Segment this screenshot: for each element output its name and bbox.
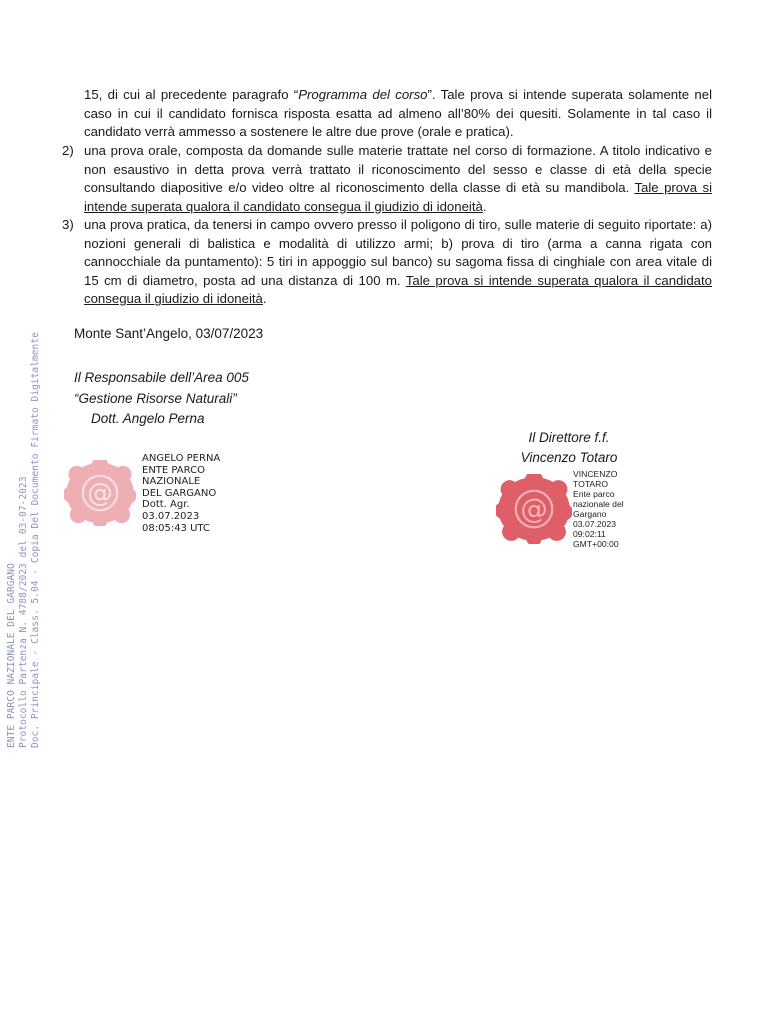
responsabile-block	[74, 368, 249, 430]
direttore-block	[514, 428, 624, 467]
paragraph-text-rest: ”. Tale prova si intende superata solamente nel caso in cui il candidato fornisca risposta esatta ad almeno all’80% dei quesiti. Solamente in tal caso il candidato verrà ammesso a sostenere le altre due prove (orale e pratica).	[84, 87, 712, 140]
side-stamp-line: Doc. Principale - Class. 5.04 - Copia Del Documento Firmato Digitalmente	[30, 332, 42, 748]
direttore-name: Vincenzo Totaro	[520, 449, 618, 465]
underlined-condition: Tale prova si intende superata qualora il candidato consegua il giudizio di idoneità	[84, 272, 712, 307]
list-item-end: .	[482, 198, 487, 214]
list-number: 3)	[62, 217, 74, 232]
sig-line: VINCENZO	[573, 469, 618, 479]
sig-line: nazionale del	[573, 499, 624, 509]
list-number: 2)	[62, 143, 74, 158]
list-item-body	[84, 142, 712, 216]
responsabile-name: Dott. Angelo Perna	[91, 411, 205, 426]
sig-line: 09:02:11	[573, 529, 606, 539]
paragraph-continuation	[84, 86, 712, 142]
digital-signature-1	[142, 453, 220, 534]
direttore-title: Il Direttore f.f.	[528, 430, 610, 445]
responsabile-title: Il Responsabile dell’Area 005	[74, 370, 249, 385]
sig-line: GMT+00:00	[573, 539, 619, 549]
digital-signature-2	[573, 469, 643, 549]
sig-line: 03.07.2023	[142, 510, 200, 522]
sig-line: 03.07.2023	[573, 519, 617, 529]
side-stamp-line: Protocollo Partenza N. 4788/2023 del 03-07-2023	[18, 476, 30, 748]
sig-line: ANGELO PERNA	[142, 453, 221, 464]
digital-seal-icon	[64, 460, 136, 526]
sig-line: Ente parco	[573, 489, 615, 499]
list-item-text: una prova pratica, da tenersi in campo ovvero presso il poligono di tiro, sulle materie di seguito riportate: a) nozioni generali di balistica e modalità di utilizzo armi; b) prova di tiro (arma a canna rigata con cannocchiale da puntamento): 5 tiri in appoggio sul banco) su sagoma fissa di cinghiale con area vitale di 15 cm di diametro, posta ad una distanza di 100 m.	[84, 217, 712, 288]
digital-seal-icon	[496, 474, 572, 544]
sig-line: Dott. Agr.	[142, 499, 190, 511]
list-item-end: .	[262, 291, 267, 307]
list-item-body	[84, 216, 712, 309]
svg-text:@: @	[520, 494, 548, 526]
sig-line: TOTARO	[573, 479, 609, 489]
sig-line: ENTE PARCO	[142, 464, 205, 476]
sig-line: NAZIONALE	[142, 476, 201, 488]
underlined-condition: Tale prova si intende superata qualora il candidato consegua il giudizio di idoneità	[84, 180, 713, 214]
svg-text:@: @	[87, 478, 113, 509]
paragraph-text: 15, di cui al precedente paragrafo “	[84, 87, 299, 102]
course-program-reference: Programma del corso	[298, 87, 428, 102]
sig-line: Gargano	[573, 509, 607, 519]
protocol-side-stamp	[6, 268, 48, 748]
list-item-practical-exam	[62, 216, 712, 309]
sig-line: 08:05:43 UTC	[142, 522, 210, 534]
list-item-oral-exam	[62, 142, 712, 216]
side-stamp-line: ENTE PARCO NAZIONALE DEL GARGANO	[6, 563, 17, 748]
sig-line: DEL GARGANO	[142, 487, 217, 499]
place-date: Monte Sant’Angelo, 03/07/2023	[74, 326, 264, 341]
list-item-text: una prova orale, composta da domande sulle materie trattate nel corso di formazione. A titolo indicativo e non esaustivo in detta prova verrà trattato il riconoscimento del sesso e classe di età della specie consultando diapositive e/o video oltre al riconoscimento della classe di età su mandibola.	[84, 143, 712, 196]
responsabile-area: “Gestione Risorse Naturali”	[74, 390, 237, 406]
